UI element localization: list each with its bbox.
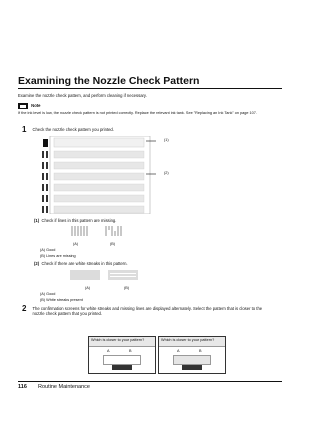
line-sample-b-label: (B) [110,242,116,246]
screen-right-a: A [177,349,180,353]
footer-section: Routine Maintenance [38,384,90,390]
nozzle-pattern-image [40,136,162,214]
screen-left-b: B [129,349,132,353]
nozzle-pattern-figure [40,136,162,214]
screen-right-b: B [199,349,202,353]
page-title: Examining the Nozzle Check Pattern [18,75,200,87]
step-1-number: 1 [22,125,27,134]
footer-rule [18,381,282,382]
screen-left-button[interactable] [112,365,132,370]
item-1: (1) Check if lines in this pattern are missing. [34,218,117,223]
step-2 [22,304,272,317]
line-legend-b: (B) Lines are missing [40,254,76,258]
streak-sample-b-label: (B) [124,286,130,290]
title-rule [18,88,282,89]
page-number: 116 [18,384,27,390]
streak-sample-a-label: (A) [85,286,91,290]
confirmation-screen-missing-lines [88,336,156,374]
note-icon [18,103,28,109]
callout-1: (1) [164,138,169,142]
screen-right-pattern [173,355,211,365]
confirmation-screen-white-streaks [158,336,226,374]
step-2-text: The confirmation screens for white streaks and missing lines are displayed alternately. Select the pattern that is closer to the nozzle check pattern that you printed. [32,306,263,317]
screen-left-a: A [107,349,110,353]
line-sample-a-label: (A) [73,242,79,246]
step-1-text: Check the nozzle check pattern you printed. [32,127,114,132]
step-2-number: 2 [22,304,27,313]
callout-2: (2) [164,171,169,175]
streak-legend-b: (B) White streaks present [40,298,83,302]
streak-samples [70,268,140,284]
intro-text: Examine the nozzle check pattern, and perform cleaning if necessary. [18,93,147,98]
screen-left-pattern [103,355,141,365]
line-legend-a: (A) Good [40,248,56,252]
line-samples [70,224,130,240]
note-heading: Note [18,103,40,109]
note-text: If the ink level is low, the nozzle check pattern is not printed correctly. Replace the relevant ink tank. See "Replacing an Ink Tank" on page 107. [18,111,257,115]
streak-legend-a: (A) Good [40,292,56,296]
step-1 [22,125,114,134]
screen-left-title: Which is closer to your pattern? [91,338,145,342]
screen-right-title: Which is closer to your pattern? [161,338,215,342]
item-2: (2) Check if there are white streaks in this pattern. [34,261,128,266]
screen-right-button[interactable] [182,365,202,370]
